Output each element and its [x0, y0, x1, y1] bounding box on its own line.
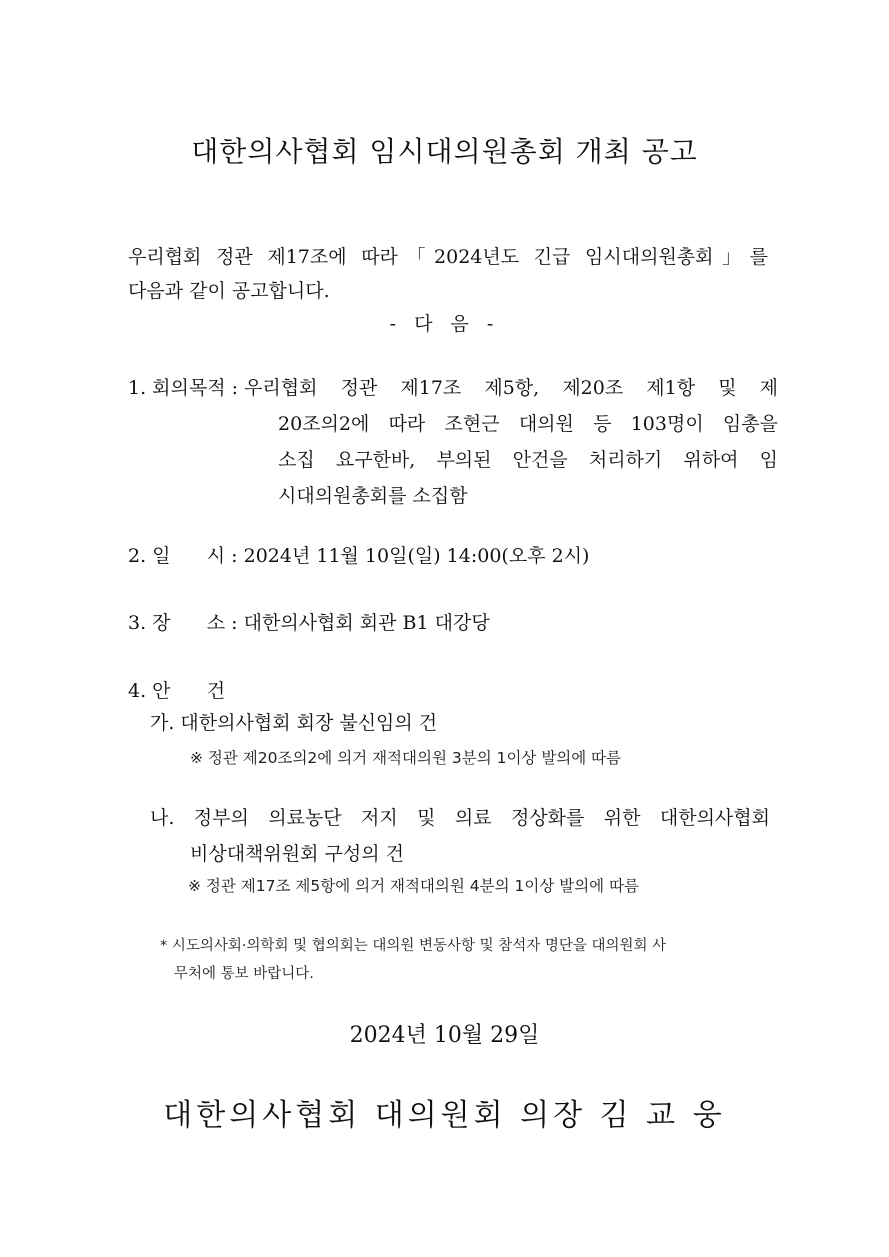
signature: 대한의사협회 대의원회 의장 김 교 웅 [163, 1098, 726, 1133]
agenda-item-ga-label: 가. 대한의사협회 회장 불신임의 건 [150, 712, 438, 734]
document-title: 대한의사협회 임시대의원총회 개최 공고 [191, 135, 698, 168]
center-heading: - 다 음 - [389, 313, 500, 335]
purpose-line-3: 소집 요구한바, 부의된 안건을 처리하기 위하여 임 [278, 449, 778, 471]
intro-line-1: 우리협회 정관 제17조에 따라「2024년도 긴급 임시대의원총회」를 [128, 246, 768, 268]
footnote-line-2: 무처에 통보 바랍니다. [174, 966, 314, 982]
agenda-item-na-note: ※ 정관 제17조 제5항에 의거 재적대의원 4분의 1이상 발의에 따름 [188, 877, 640, 895]
datetime-label: 2. 일 시 [128, 545, 226, 567]
place-value: 대한의사협회 회관 B1 대강당 [243, 612, 490, 634]
item-datetime [128, 538, 778, 574]
purpose-line-1: 우리협회 정관 제17조 제5항, 제20조 제1항 및 제 [244, 377, 778, 399]
item-place [128, 605, 778, 641]
agenda-item-na-label-line-1: 나. 정부의 의료농단 저지 및 의료 정상화를 위한 대한의사협회 [150, 807, 770, 829]
agenda-item-na-label-line-2: 비상대책위원회 구성의 건 [190, 843, 404, 865]
item-purpose [128, 370, 778, 514]
item-agenda [128, 673, 778, 709]
footnote-line-1: * 시도의사회·의학회 및 협의회는 대의원 변동사항 및 참석자 명단을 대의원회 사 [160, 938, 667, 954]
agenda-item-ga-note: ※ 정관 제20조의2에 의거 재적대의원 3분의 1이상 발의에 따름 [190, 749, 622, 767]
agenda-item-na [150, 800, 770, 872]
purpose-continuation [128, 406, 778, 514]
datetime-separator: : [225, 545, 244, 567]
purpose-line-4: 시대의원총회를 소집함 [278, 485, 468, 507]
purpose-line-2: 20조의2에 따라 조현근 대의원 등 103명이 임총을 [278, 413, 778, 435]
intro-paragraph [128, 240, 768, 308]
place-label: 3. 장 소 [128, 612, 226, 634]
purpose-separator: : [225, 377, 245, 399]
place-separator: : [225, 612, 244, 634]
agenda-label: 4. 안 건 [128, 680, 226, 702]
datetime-value: 2024년 11월 10일(일) 14:00(오후 2시) [243, 545, 590, 567]
intro-line-2: 다음과 같이 공고합니다. [128, 280, 330, 302]
announcement-date: 2024년 10월 29일 [349, 1023, 540, 1048]
agenda-item-ga [150, 705, 770, 741]
footnote [160, 932, 770, 988]
purpose-label: 1. 회의목적 [128, 377, 226, 399]
